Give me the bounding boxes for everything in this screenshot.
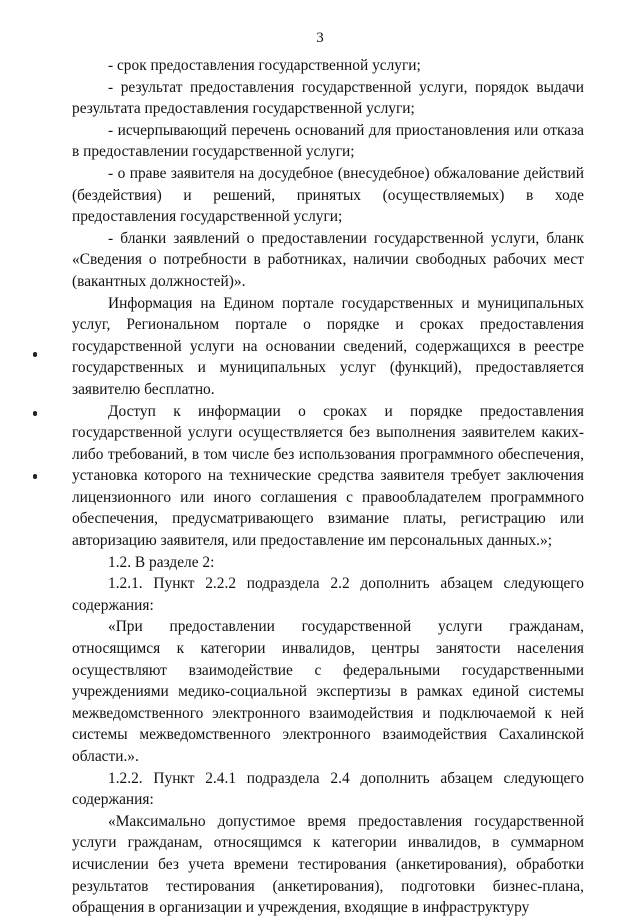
- paragraph: - о праве заявителя на досудебное (внесудебное) обжалование действий (бездействия) и решений, принятых (осуществляемых) в ходе предоставления государственной услуги;: [72, 164, 584, 226]
- margin-mark: [33, 411, 37, 416]
- paragraph: - исчерпывающий перечень оснований для приостановления или отказа в предоставлении государственной услуги;: [72, 121, 584, 161]
- margin-mark: [33, 352, 37, 357]
- paragraph: Информация на Едином портале государственных и муниципальных услуг, Региональном портале о порядке и сроках предоставления государственной услуги на основании сведений, содержащихся в реестре государственных и муниципальных услуг (функций), предоставляется заявителю бесплатно.: [72, 294, 584, 398]
- paragraph: «Максимально допустимое время предоставления государственной услуги гражданам, относящимся к категории инвалидов, в суммарном исчислении без учета времени тестирования (анкетирования), обработки результатов тестирования (анкетирования), подготовки бизнес-плана, обращения в организации и учреждения, входящие в инфраструктуру: [72, 812, 584, 917]
- margin-mark: [33, 474, 37, 479]
- document-body: [72, 55, 584, 919]
- paragraph: Доступ к информации о сроках и порядке предоставления государственной услуги осуществляется без выполнения заявителем каких-либо требований, в том числе без использования программного обеспечения, установка которого на технические средства заявителя требует заключения лицензионного или иного соглашения с правообладателем программного обеспечения, предусматривающего взимание платы, регистрацию или авторизацию заявителя, или предоставление им персональных данных.»;: [72, 402, 584, 550]
- paragraph: «При предоставлении государственной услуги гражданам, относящимся к категории инвалидов, центры занятости населения осуществляют взаимодействие с федеральными государственными учреждениями медико-социальной экспертизы в рамках единой системы межведомственного электронного взаимодействия и подключаемой к ней системы межведомственного электронного взаимодействия Сахалинской области.».: [72, 618, 584, 765]
- paragraph: 1.2. В разделе 2:: [108, 553, 215, 571]
- paragraph: - срок предоставления государственной услуги;: [108, 57, 421, 74]
- page-number: 3: [316, 30, 324, 46]
- paragraph: 1.2.2. Пункт 2.4.1 подраздела 2.4 дополнить абзацем следующего содержания:: [72, 769, 584, 809]
- paragraph: 1.2.1. Пункт 2.2.2 подраздела 2.2 дополнить абзацем следующего содержания:: [72, 575, 584, 614]
- paragraph: - бланки заявлений о предоставлении государственной услуги, бланк «Сведения о потребности в работниках, наличии свободных рабочих мест (вакантных должностей)».: [72, 229, 584, 290]
- paragraph: - результат предоставления государственной услуги, порядок выдачи результата предоставления государственной услуги;: [72, 78, 584, 118]
